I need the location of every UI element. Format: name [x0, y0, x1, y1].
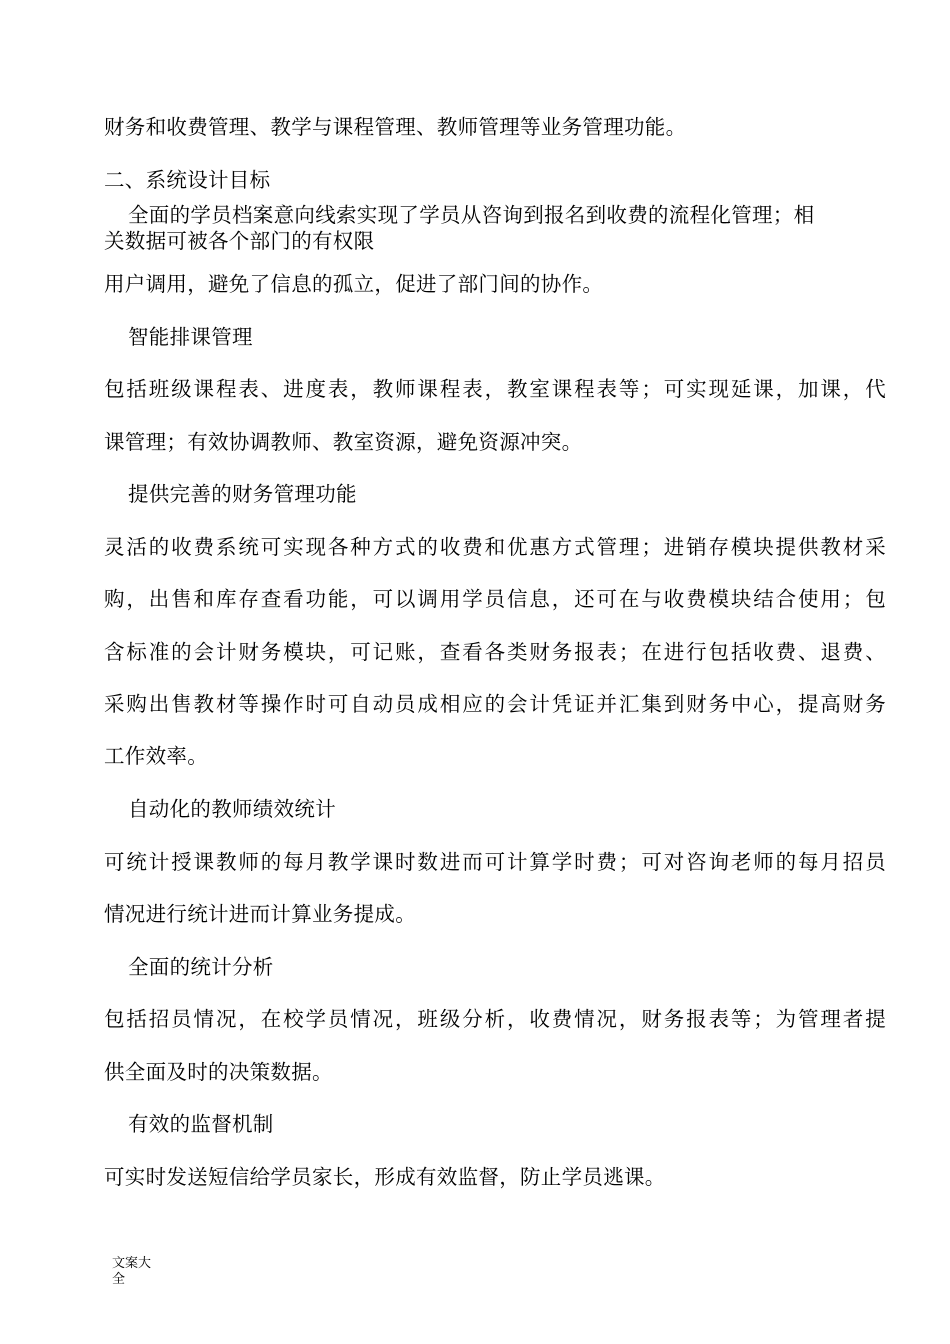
subheading-finance: 提供完善的财务管理功能 [128, 482, 357, 506]
paragraph-line: 含标准的会计财务模块，可记账，查看各类财务报表；在进行包括收费、退费、 [104, 640, 886, 664]
paragraph-line: 关数据可被各个部门的有权限 [104, 229, 375, 253]
paragraph-line: 可实时发送短信给学员家长，形成有效监督，防止学员逃课。 [104, 1165, 666, 1189]
paragraph-line-intro: 财务和收费管理、教学与课程管理、教师管理等业务管理功能。 [104, 115, 687, 139]
paragraph-line: 工作效率。 [104, 744, 208, 768]
footer-text-line: 文案大 [112, 1256, 152, 1271]
paragraph-line: 可统计授课教师的每月教学课时数进而可计算学时费；可对咨询老师的每月招员 [104, 850, 886, 874]
section-heading: 二、系统设计目标 [104, 168, 271, 192]
paragraph-line: 情况进行统计进而计算业务提成。 [104, 902, 416, 926]
paragraph-line: 包括招员情况，在校学员情况，班级分析，收费情况，财务报表等；为管理者提 [104, 1007, 886, 1031]
paragraph-line: 供全面及时的决策数据。 [104, 1060, 333, 1084]
subheading-supervision: 有效的监督机制 [128, 1112, 274, 1136]
paragraph-line: 课管理；有效协调教师、教室资源，避免资源冲突。 [104, 430, 583, 454]
page-footer [112, 1256, 154, 1288]
subheading-statistics: 全面的统计分析 [128, 955, 274, 979]
paragraph-line: 全面的学员档案意向线索实现了学员从咨询到报名到收费的流程化管理；相 [128, 203, 815, 227]
paragraph-line: 包括班级课程表、进度表，教师课程表，教室课程表等；可实现延课，加课，代 [104, 377, 886, 401]
paragraph-line: 购，出售和库存查看功能，可以调用学员信息，还可在与收费模块结合使用；包 [104, 587, 886, 611]
footer-text-line: 全 [112, 1272, 126, 1287]
paragraph-line: 采购出售教材等操作时可自动员成相应的会计凭证并汇集到财务中心，提高财务 [104, 692, 886, 716]
paragraph-line: 灵活的收费系统可实现各种方式的收费和优惠方式管理；进销存模块提供教材采 [104, 535, 886, 559]
subheading-teacher-performance: 自动化的教师绩效统计 [128, 797, 336, 821]
subheading-scheduling: 智能排课管理 [128, 325, 253, 349]
paragraph-line: 用户调用，避免了信息的孤立，促进了部门间的协作。 [104, 272, 604, 296]
